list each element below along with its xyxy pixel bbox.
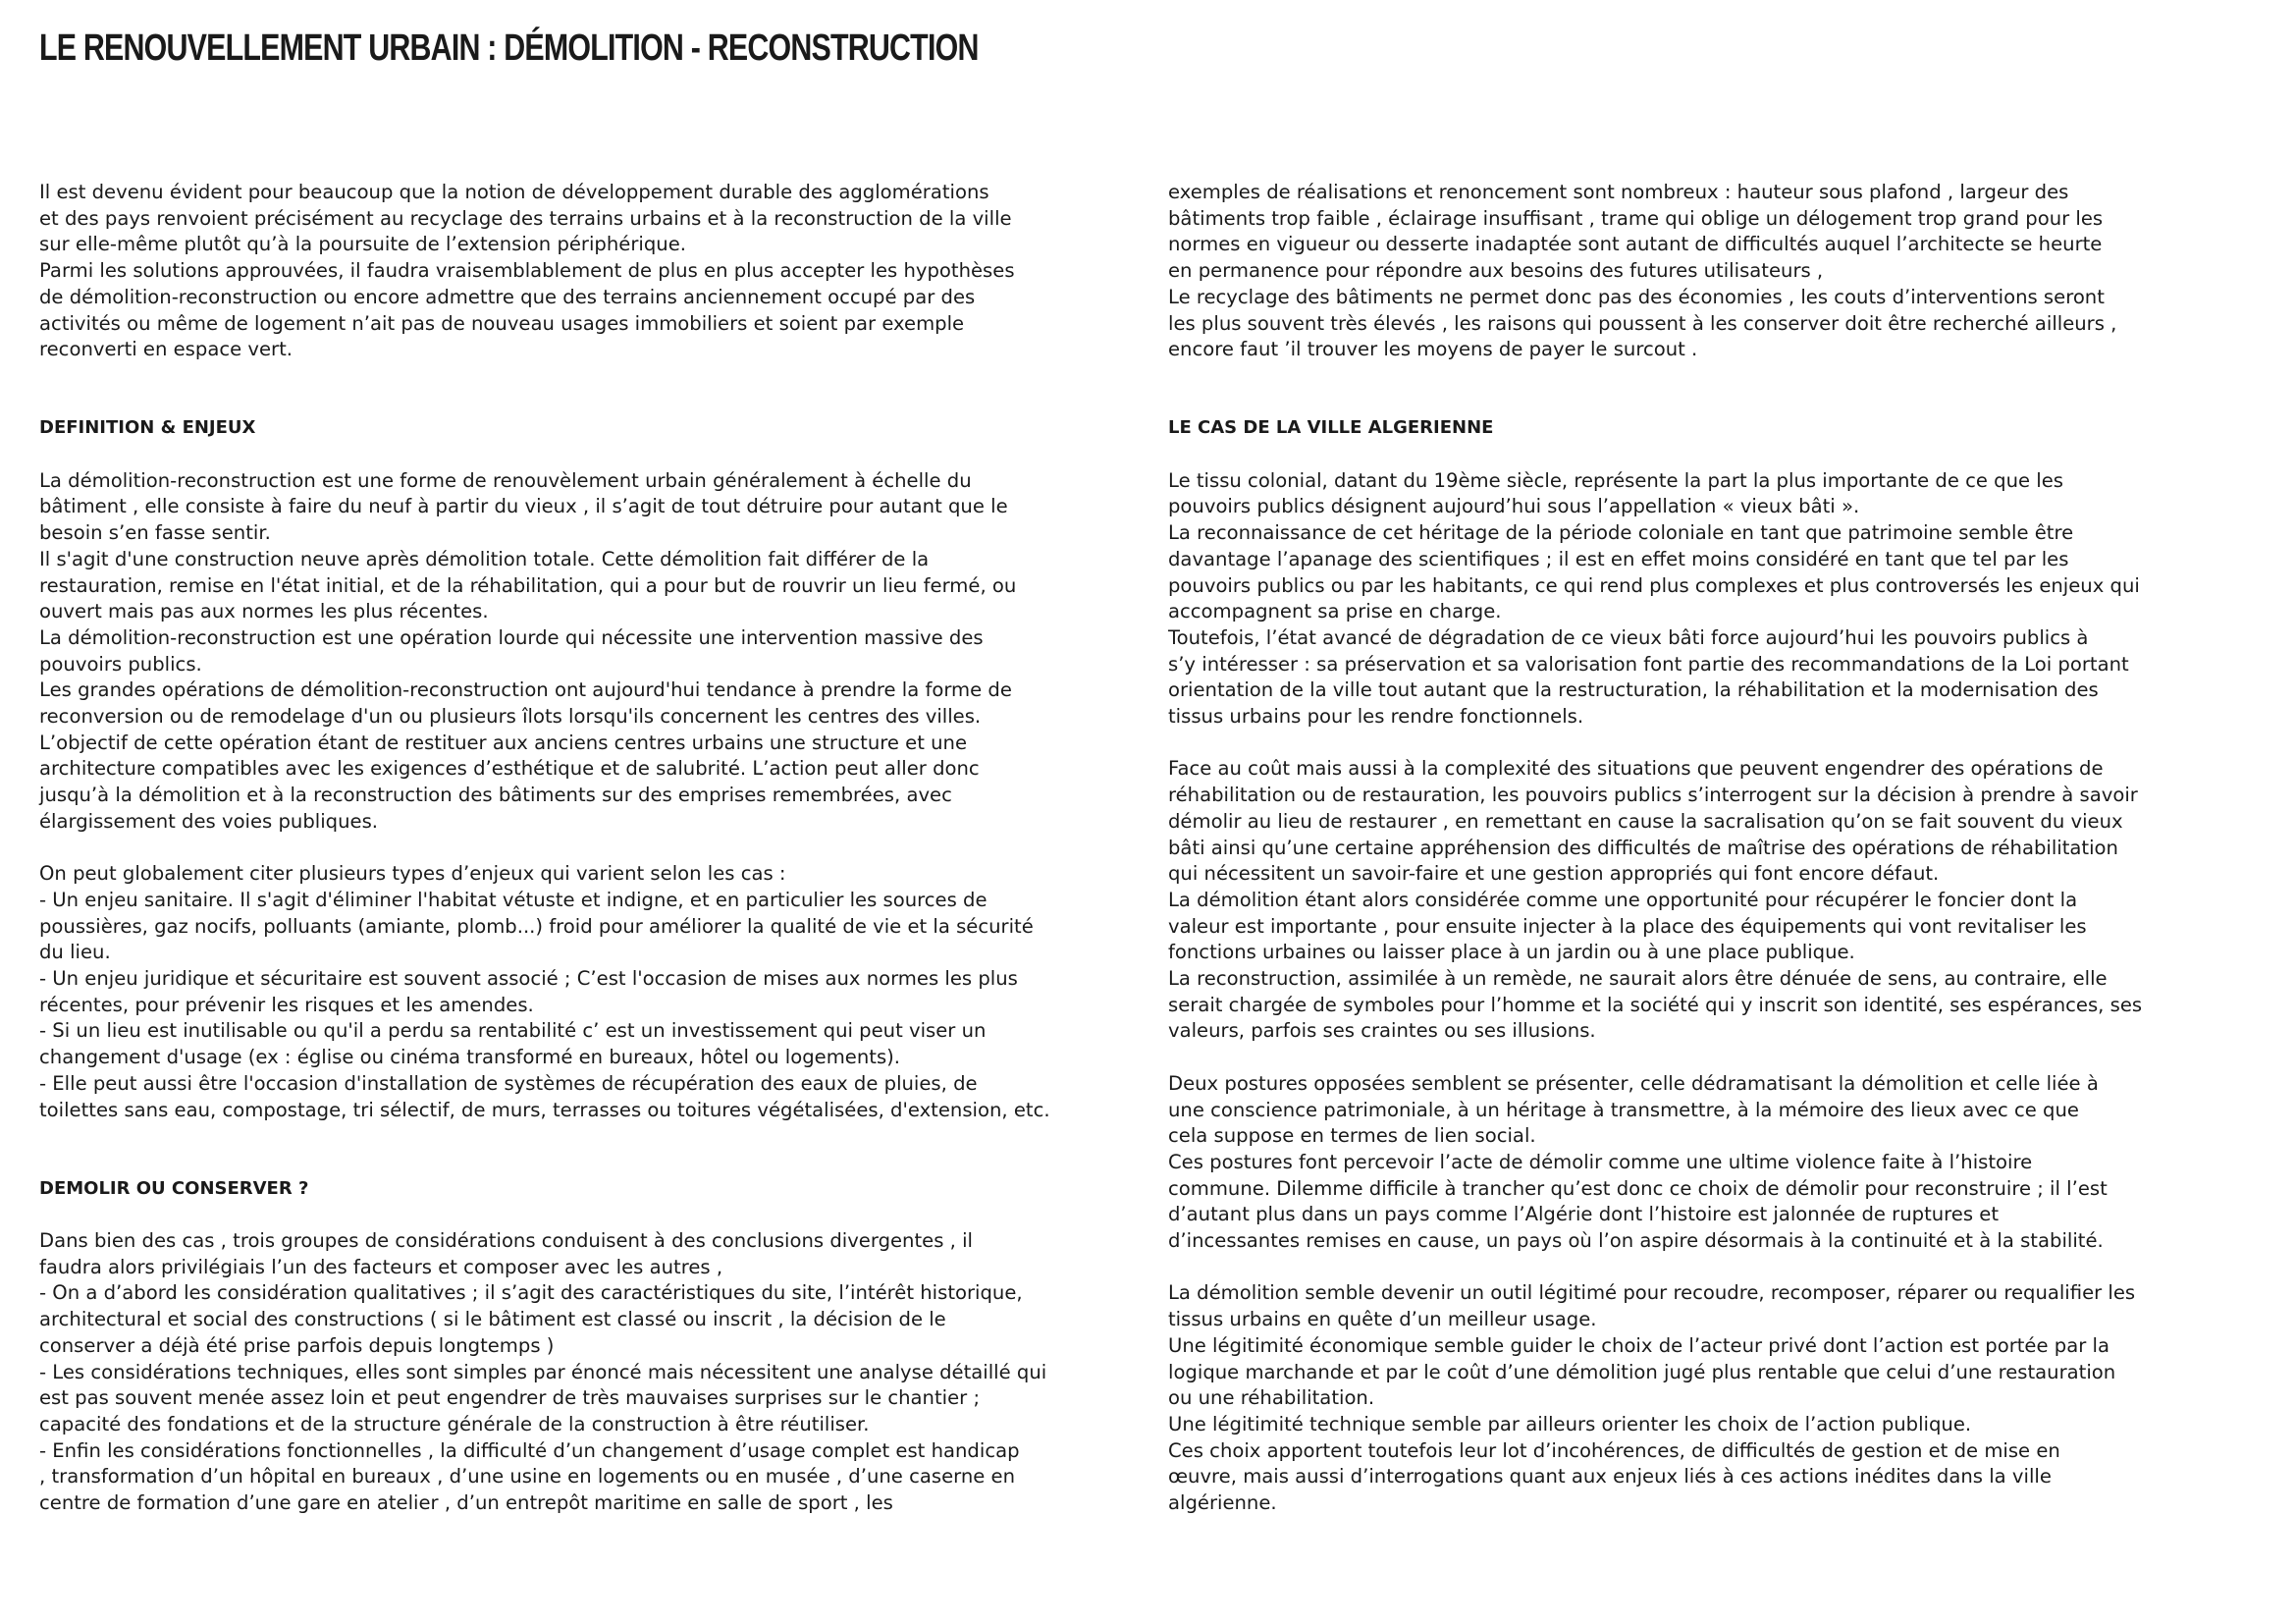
text-line: les plus souvent très élevés , les raisons qui poussent à les conserver doit être recherché ailleurs , (1168, 311, 2117, 335)
text-line: Les grandes opérations de démolition-reconstruction ont aujourd'hui tendance à prendre la forme de (39, 678, 1012, 702)
text-line: valeurs, parfois ses craintes ou ses illusions. (1168, 1019, 1596, 1043)
text-line: normes en vigueur ou desserte inadaptée sont autant de difficultés auquel l’architecte se heurte (1168, 233, 2103, 256)
text-line: poussières, gaz nocifs, polluants (amiante, plomb...) froid pour améliorer la qualité de vie et la sécurité (39, 914, 1034, 938)
page-title: LE RENOUVELLEMENT URBAIN : DÉMOLITION - RECONSTRUCTION (39, 27, 979, 69)
text-line: - Si un lieu est inutilisable ou qu'il a perdu sa rentabilité c’ est un investissement qui peut viser un (39, 1019, 987, 1043)
text-line: qui nécessitent un savoir-faire et une gestion appropriés qui font encore défaut. (1168, 862, 1940, 886)
text-line: La reconstruction, assimilée à un remède, ne saurait alors être dénuée de sens, au contraire, elle (1168, 967, 2108, 991)
text-line: activités ou même de logement n’ait pas de nouveau usages immobiliers et soient par exemple (39, 311, 965, 335)
text-line: Une légitimité technique semble par ailleurs orienter les choix de l’action publique. (1168, 1412, 1972, 1435)
text-line: commune. Dilemme difficile à trancher qu’est donc ce choix de démolir pour reconstruire ; il l’est (1168, 1176, 2108, 1200)
text-line: exemples de réalisations et renoncement sont nombreux : hauteur sous plafond , largeur des (1168, 181, 2069, 203)
text-line: Dans bien des cas , trois groupes de considérations conduisent à des conclusions divergentes , il (39, 1229, 973, 1253)
text-line: bâtiment , elle consiste à faire du neuf à partir du vieux , il s’agit de tout détruire pour autant que le (39, 495, 1008, 518)
text-line: pouvoirs publics. (39, 652, 202, 676)
text-line: Toutefois, l’état avancé de dégradation de ce vieux bâti force aujourd’hui les pouvoirs publics à (1168, 625, 2089, 649)
text-line: pouvoirs publics désignent aujourd’hui sous l’appellation « vieux bâti ». (1168, 495, 1860, 518)
text-line: Ces postures font percevoir l’acte de démolir comme une ultime violence faite à l’histoire (1168, 1150, 2033, 1173)
text-line: tissus urbains en quête d’un meilleur usage. (1168, 1308, 1597, 1331)
text-line: œuvre, mais aussi d’interrogations quant aux enjeux liés à ces actions inédites dans la ville (1168, 1465, 2052, 1489)
text-line: de démolition-reconstruction ou encore admettre que des terrains anciennement occupé par des (39, 285, 976, 308)
text-line: réhabilitation ou de restauration, les pouvoirs publics s’interrogent sur la décision à prendre à savoir (1168, 784, 2138, 807)
text-line: élargissement des voies publiques. (39, 809, 379, 833)
text-line: La démolition-reconstruction est une opération lourde qui nécessite une intervention massive des (39, 625, 984, 649)
text-line: Il est devenu évident pour beaucoup que la notion de développement durable des agglomérations (39, 181, 989, 203)
text-line: - On a d’abord les considération qualitatives ; il s’agit des caractéristiques du site, l’intérêt historique, (39, 1281, 1023, 1305)
text-line: récentes, pour prévenir les risques et les amendes. (39, 993, 534, 1016)
right-text-column (1168, 180, 2268, 1517)
text-line: toilettes sans eau, compostage, tri sélectif, de murs, terrasses ou toitures végétalisées, d'extension, etc. (39, 1098, 1050, 1121)
text-line: valeur est importante , pour ensuite injecter à la place des équipements qui vont revitaliser les (1168, 914, 2087, 938)
text-line: est pas souvent menée assez loin et peut engendrer de très mauvaises surprises sur le chantier ; (39, 1386, 981, 1410)
text-line: Ces choix apportent toutefois leur lot d’incohérences, de difficultés de gestion et de mise en (1168, 1438, 2060, 1462)
text-line: La démolition semble devenir un outil légitimé pour recoudre, recomposer, réparer ou requalifier les (1168, 1281, 2136, 1305)
text-line: faudra alors privilégiais l’un des facteurs et composer avec les autres , (39, 1255, 723, 1278)
text-line: - Elle peut aussi être l'occasion d'installation de systèmes de récupération des eaux de pluies, de (39, 1071, 978, 1095)
text-line: Le tissu colonial, datant du 19ème siècle, représente la part la plus importante de ce que les (1168, 468, 2063, 492)
text-line: reconversion ou de remodelage d'un ou plusieurs îlots lorsqu'ils concernent les centres des villes. (39, 705, 982, 729)
text-line: restauration, remise en l'état initial, et de la réhabilitation, qui a pour but de rouvrir un lieu fermé, ou (39, 573, 1017, 597)
text-line: Deux postures opposées semblent se présenter, celle dédramatisant la démolition et celle liée à (1168, 1071, 2099, 1095)
text-line: conserver a déjà été prise parfois depuis longtemps ) (39, 1333, 555, 1357)
text-line: changement d'usage (ex : église ou cinéma transformé en bureaux, hôtel ou logements). (39, 1046, 901, 1069)
blank-line (39, 1123, 1139, 1150)
text-line: ouvert mais pas aux normes les plus récentes. (39, 600, 489, 623)
section-heading: DEMOLIR OU CONSERVER ? (39, 1177, 309, 1199)
text-line: - Un enjeu sanitaire. Il s'agit d'éliminer l'habitat vétuste et indigne, et en particulier les sources de (39, 888, 988, 911)
blank-line (1168, 363, 2268, 390)
text-line: centre de formation d’une gare en atelier , d’un entrepôt maritime en salle de sport , les (39, 1491, 893, 1515)
text-line: jusqu’à la démolition et à la reconstruction des bâtiments sur des emprises remembrées, avec (39, 784, 952, 807)
text-line: d’incessantes remises en cause, un pays où l’on aspire désormais à la continuité et à la stabilité. (1168, 1229, 2104, 1253)
text-line: architectural et social des constructions ( si le bâtiment est classé ou inscrit , la décision de le (39, 1308, 946, 1331)
text-line: algérienne. (1168, 1491, 1277, 1515)
text-line: On peut globalement citer plusieurs types d’enjeux qui varient selon les cas : (39, 862, 786, 886)
blank-line (39, 1150, 1139, 1176)
text-line: cela suppose en termes de lien social. (1168, 1124, 1536, 1148)
text-line: s’y intéresser : sa préservation et sa valorisation font partie des recommandations de la Loi portant (1168, 652, 2129, 676)
text-line: démolir au lieu de restaurer , en remettant en cause la sacralisation qu’on se fait souvent du vieux (1168, 809, 2123, 833)
text-line: besoin s’en fasse sentir. (39, 521, 271, 545)
text-line: bâti ainsi qu’une certaine appréhension des difficultés de maîtrise des opérations de réhabilitation (1168, 836, 2118, 859)
section-heading: DEFINITION & ENJEUX (39, 417, 256, 439)
blank-line (39, 390, 1139, 416)
text-line: capacité des fondations et de la structure générale de la construction à être réutiliser. (39, 1412, 870, 1435)
blank-line (39, 363, 1139, 390)
text-line: Le recyclage des bâtiments ne permet donc pas des économies , les couts d’interventions seront (1168, 285, 2105, 308)
blank-line (39, 836, 1139, 862)
text-line: fonctions urbaines ou laisser place à un jardin ou à une place publique. (1168, 941, 1855, 964)
text-line: , transformation d’un hôpital en bureaux , d’une usine en logements ou en musée , d’une caserne en (39, 1465, 1016, 1489)
text-line: architecture compatibles avec les exigences d’esthétique et de salubrité. L’action peut aller donc (39, 757, 980, 781)
text-line: pouvoirs publics ou par les habitants, ce qui rend plus complexes et plus controversés les enjeux qui (1168, 573, 2140, 597)
text-line: ou une réhabilitation. (1168, 1386, 1375, 1410)
text-line: accompagnent sa prise en charge. (1168, 600, 1502, 623)
text-line: et des pays renvoient précisément au recyclage des terrains urbains et à la reconstruction de la ville (39, 206, 1012, 230)
left-text-column (39, 180, 1139, 1517)
text-line: Il s'agit d'une construction neuve après démolition totale. Cette démolition fait différer de la (39, 547, 930, 570)
text-line: en permanence pour répondre aux besoins des futures utilisateurs , (1168, 259, 1824, 283)
blank-line (39, 1202, 1139, 1228)
text-line: du lieu. (39, 941, 111, 964)
blank-line (1168, 442, 2268, 468)
blank-line (1168, 731, 2268, 757)
text-line: Face au coût mais aussi à la complexité des situations que peuvent engendrer des opérations de (1168, 757, 2104, 781)
text-line: L’objectif de cette opération étant de restituer aux anciens centres urbains une structure et une (39, 731, 968, 754)
text-line: serait chargée de symboles pour l’homme et la société qui y inscrit son identité, ses espérances, ses (1168, 993, 2143, 1016)
blank-line (39, 442, 1139, 468)
text-line: Parmi les solutions approuvées, il faudra vraisemblablement de plus en plus accepter les hypothèses (39, 259, 1015, 283)
text-line: La reconnaissance de cet héritage de la période coloniale en tant que patrimoine semble être (1168, 521, 2074, 545)
text-line: Une légitimité économique semble guider le choix de l’acteur privé dont l’action est portée par la (1168, 1333, 2109, 1357)
text-line: d’autant plus dans un pays comme l’Algérie dont l’histoire est jalonnée de ruptures et (1168, 1203, 2000, 1226)
text-line: - Enfin les considérations fonctionnelles , la difficulté d’un changement d’usage complet est handicap (39, 1438, 1020, 1462)
blank-line (1168, 390, 2268, 416)
section-heading: LE CAS DE LA VILLE ALGERIENNE (1168, 417, 1494, 439)
text-line: une conscience patrimoniale, à un héritage à transmettre, à la mémoire des lieux avec ce que (1168, 1098, 2079, 1121)
text-line: orientation de la ville tout autant que la restructuration, la réhabilitation et la modernisation des (1168, 678, 2099, 702)
blank-line (1168, 1045, 2268, 1071)
text-line: encore faut ’il trouver les moyens de payer le surcout . (1168, 338, 1698, 361)
text-line: La démolition-reconstruction est une forme de renouvèlement urbain généralement à échelle du (39, 468, 972, 492)
blank-line (1168, 1255, 2268, 1281)
text-line: bâtiments trop faible , éclairage insuffisant , trame qui oblige un délogement trop grand pour les (1168, 206, 2104, 230)
text-line: La démolition étant alors considérée comme une opportunité pour récupérer le foncier dont la (1168, 888, 2078, 911)
text-line: davantage l’apanage des scientifiques ; il est en effet moins considéré en tant que tel par les (1168, 547, 2069, 570)
text-line: reconverti en espace vert. (39, 338, 294, 361)
text-line: - Les considérations techniques, elles sont simples par énoncé mais nécessitent une analyse détaillé qui (39, 1360, 1047, 1383)
text-line: - Un enjeu juridique et sécuritaire est souvent associé ; C’est l'occasion de mises aux normes les plus (39, 967, 1018, 991)
text-line: logique marchande et par le coût d’une démolition jugé plus rentable que celui d’une restauration (1168, 1360, 2116, 1383)
text-line: sur elle-même plutôt qu’à la poursuite de l’extension périphérique. (39, 233, 686, 256)
text-line: tissus urbains pour les rendre fonctionnels. (1168, 705, 1584, 729)
